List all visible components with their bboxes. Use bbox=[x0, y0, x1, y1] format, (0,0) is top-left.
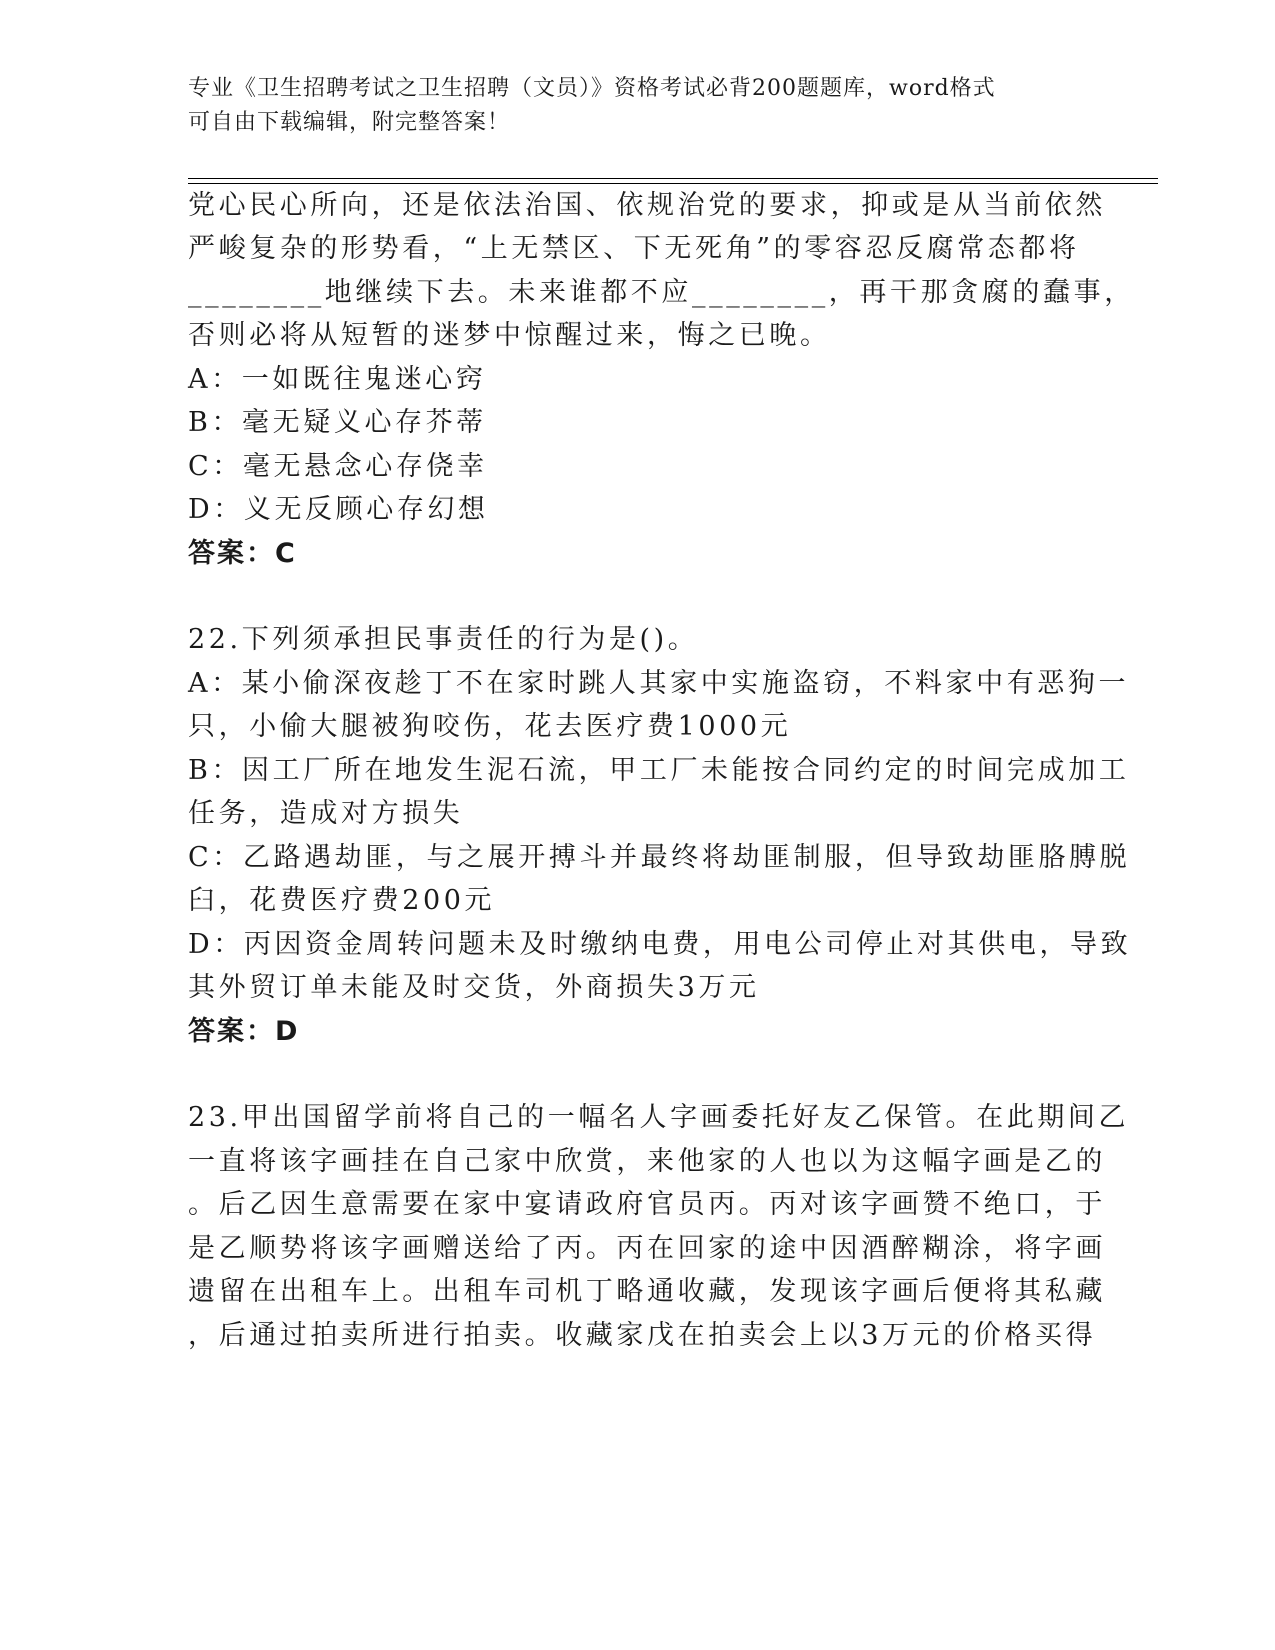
option-a-line: A：某小偷深夜趁丁不在家时跳人其家中实施盗窃，不料家中有恶狗一 bbox=[188, 668, 1130, 699]
option-b: B：毫无疑义心存芥蒂 bbox=[188, 407, 487, 438]
question-stem-line: 遗留在出租车上。出租车司机丁略通收藏，发现该字画后便将其私藏 bbox=[188, 1276, 1106, 1307]
question-stem-line: 严峻复杂的形势看，“上无禁区、下无死角”的零容忍反腐常态都将 bbox=[188, 233, 1080, 264]
question-stem-line: ________地继续下去。未来谁都不应________，再干那贪腐的蠢事， bbox=[188, 277, 1135, 308]
option-d-line: D：丙因资金周转问题未及时缴纳电费，用电公司停止对其供电，导致 bbox=[188, 929, 1132, 960]
header-line-2: 可自由下载编辑，附完整答案！ bbox=[188, 110, 511, 135]
option-c: C：毫无悬念心存侥幸 bbox=[188, 451, 488, 482]
question-stem-line: 一直将该字画挂在自己家中欣赏，来他家的人也以为这幅字画是乙的 bbox=[188, 1146, 1106, 1177]
option-a: A：一如既往鬼迷心窍 bbox=[188, 364, 487, 395]
option-d: D：义无反顾心存幻想 bbox=[188, 494, 489, 525]
question-stem-line: 。后乙因生意需要在家中宴请政府官员丙。丙对该字画赞不绝口，于 bbox=[188, 1189, 1106, 1220]
question-stem-line: 党心民心所向，还是依法治国、依规治党的要求，抑或是从当前依然 bbox=[188, 190, 1106, 221]
option-c-line: 臼，花费医疗费200元 bbox=[188, 885, 496, 916]
header-divider-top bbox=[188, 178, 1158, 179]
question-stem-line: 是乙顺势将该字画赠送给了丙。丙在回家的途中因酒醉糊涂，将字画 bbox=[188, 1233, 1106, 1264]
answer-label: 答案：D bbox=[188, 1016, 300, 1047]
question-stem-line: ，后通过拍卖所进行拍卖。收藏家戊在拍卖会上以3万元的价格买得 bbox=[188, 1320, 1097, 1351]
document-header bbox=[188, 72, 1088, 140]
question-stem: 22.下列须承担民事责任的行为是()。 bbox=[188, 624, 699, 655]
option-c-line: C：乙路遇劫匪，与之展开搏斗并最终将劫匪制服，但导致劫匪胳膊脱 bbox=[188, 842, 1131, 873]
option-a-line: 只，小偷大腿被狗咬伤，花去医疗费1000元 bbox=[188, 711, 792, 742]
header-line-1: 专业《卫生招聘考试之卫生招聘（文员）》资格考试必背200题题库，word格式 bbox=[188, 76, 996, 101]
option-b-line: B：因工厂所在地发生泥石流，甲工厂未能按合同约定的时间完成加工 bbox=[188, 755, 1130, 786]
answer-label: 答案：C bbox=[188, 538, 297, 569]
option-b-line: 任务，造成对方损失 bbox=[188, 798, 464, 829]
header-divider-bottom bbox=[188, 183, 1158, 184]
option-d-line: 其外贸订单未能及时交货，外商损失3万元 bbox=[188, 972, 760, 1003]
question-stem-line: 23.甲出国留学前将自己的一幅名人字画委托好友乙保管。在此期间乙 bbox=[188, 1102, 1130, 1133]
question-stem-line: 否则必将从短暂的迷梦中惊醒过来，悔之已晚。 bbox=[188, 320, 831, 351]
